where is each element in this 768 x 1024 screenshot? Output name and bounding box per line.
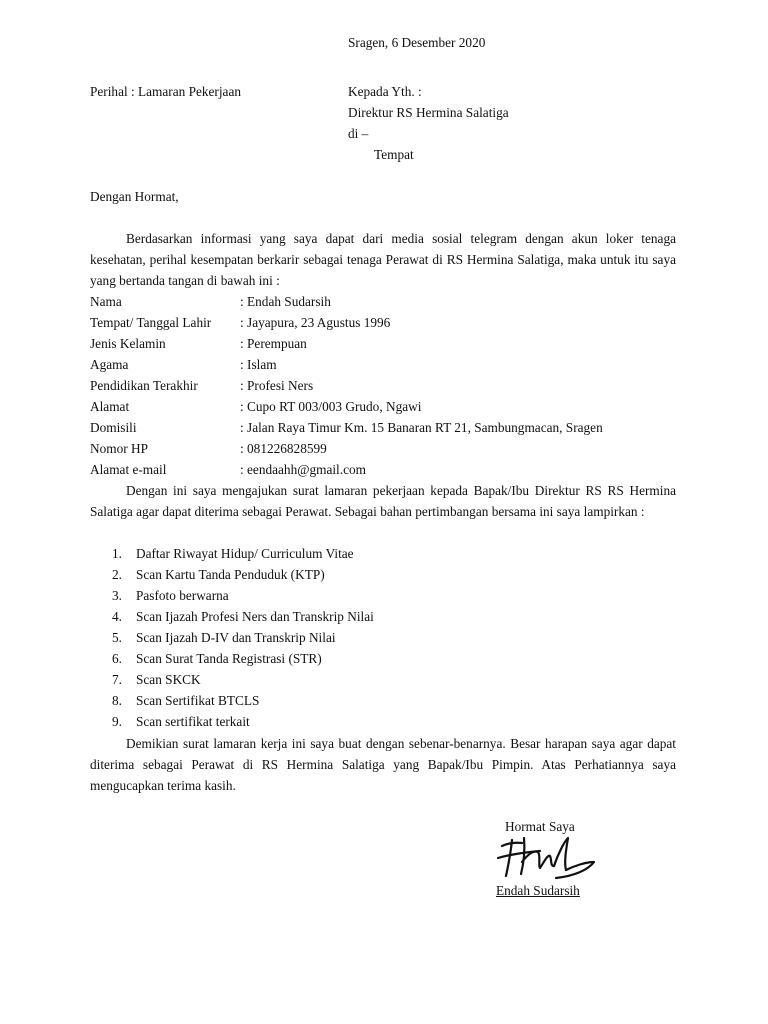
attachment-item	[112, 564, 325, 585]
subject-line: Perihal : Lamaran Pekerjaan	[90, 84, 241, 99]
signer-name: Endah Sudarsih	[496, 883, 580, 898]
attachment-text: Pasfoto berwarna	[136, 588, 229, 603]
data-value: : Cupo RT 003/003 Grudo, Ngawi	[240, 399, 422, 414]
data-value: : Endah Sudarsih	[240, 294, 331, 309]
intro-paragraph	[90, 228, 676, 291]
attachment-text: Scan Ijazah D-IV dan Transkrip Nilai	[136, 630, 336, 645]
recipient-line-1: Kepada Yth. :	[348, 84, 422, 99]
data-label: Nama	[90, 294, 122, 309]
attachment-item	[112, 627, 336, 648]
data-value: : Profesi Ners	[240, 378, 314, 393]
attachment-item	[112, 648, 322, 669]
intro-paragraph-text: Berdasarkan informasi yang saya dapat dari media sosial telegram dengan akun loker tenaga kesehatan, perihal kesempatan berkarir sebagai tenaga Perawat di RS Hermina Salatiga, maka untuk itu saya yang bertanda tangan di bawah ini :	[90, 231, 676, 288]
closing-paragraph	[90, 733, 676, 796]
attachment-item	[112, 711, 250, 732]
body-paragraph	[90, 480, 676, 522]
attachment-item	[112, 585, 229, 606]
data-label: Alamat e-mail	[90, 462, 167, 477]
attachment-number: 7.	[112, 672, 122, 687]
attachment-number: 8.	[112, 693, 122, 708]
attachment-text: Scan Kartu Tanda Penduduk (KTP)	[136, 567, 325, 582]
data-value: : 081226828599	[240, 441, 327, 456]
recipient-line-2: Direktur RS Hermina Salatiga	[348, 105, 509, 120]
attachment-item	[112, 669, 201, 690]
attachment-number: 1.	[112, 546, 122, 561]
data-label: Jenis Kelamin	[90, 336, 166, 351]
data-value: : Islam	[240, 357, 277, 372]
attachment-item	[112, 543, 354, 564]
attachment-number: 9.	[112, 714, 122, 729]
attachment-number: 3.	[112, 588, 122, 603]
attachment-number: 4.	[112, 609, 122, 624]
data-value: : Jalan Raya Timur Km. 15 Banaran RT 21, Sambungmacan, Sragen	[240, 420, 603, 435]
recipient-line-3: di –	[348, 126, 369, 141]
data-value: : Perempuan	[240, 336, 307, 351]
attachment-item	[112, 606, 374, 627]
attachment-number: 6.	[112, 651, 122, 666]
closing-salutation: Hormat Saya	[505, 819, 575, 834]
handwritten-signature	[494, 832, 604, 882]
data-label: Alamat	[90, 399, 130, 414]
greeting: Dengan Hormat,	[90, 189, 179, 204]
body-paragraph-text: Dengan ini saya mengajukan surat lamaran pekerjaan kepada Bapak/Ibu Direktur RS RS Hermina Salatiga agar dapat diterima sebagai Perawat. Sebagai bahan pertimbangan bersama ini saya lampirkan :	[90, 483, 676, 519]
attachment-text: Scan SKCK	[136, 672, 201, 687]
data-label: Pendidikan Terakhir	[90, 378, 198, 393]
place-date: Sragen, 6 Desember 2020	[348, 35, 486, 50]
attachment-number: 5.	[112, 630, 122, 645]
attachment-text: Scan Ijazah Profesi Ners dan Transkrip Nilai	[136, 609, 374, 624]
attachment-number: 2.	[112, 567, 122, 582]
data-label: Tempat/ Tanggal Lahir	[90, 315, 212, 330]
data-label: Agama	[90, 357, 129, 372]
recipient-line-4: Tempat	[374, 147, 414, 162]
attachment-item	[112, 690, 259, 711]
attachment-text: Scan Surat Tanda Registrasi (STR)	[136, 651, 322, 666]
data-label: Nomor HP	[90, 441, 148, 456]
closing-paragraph-text: Demikian surat lamaran kerja ini saya buat dengan sebenar-benarnya. Besar harapan saya agar dapat diterima sebagai Perawat di RS Hermina Salatiga yang Bapak/Ibu Pimpin. Atas Perhatiannya saya mengucapkan terima kasih.	[90, 736, 676, 793]
attachment-text: Daftar Riwayat Hidup/ Curriculum Vitae	[136, 546, 354, 561]
data-value: : Jayapura, 23 Agustus 1996	[240, 315, 391, 330]
data-label: Domisili	[90, 420, 137, 435]
data-value: : eendaahh@gmail.com	[240, 462, 366, 477]
attachment-text: Scan sertifikat terkait	[136, 714, 250, 729]
attachment-text: Scan Sertifikat BTCLS	[136, 693, 260, 708]
